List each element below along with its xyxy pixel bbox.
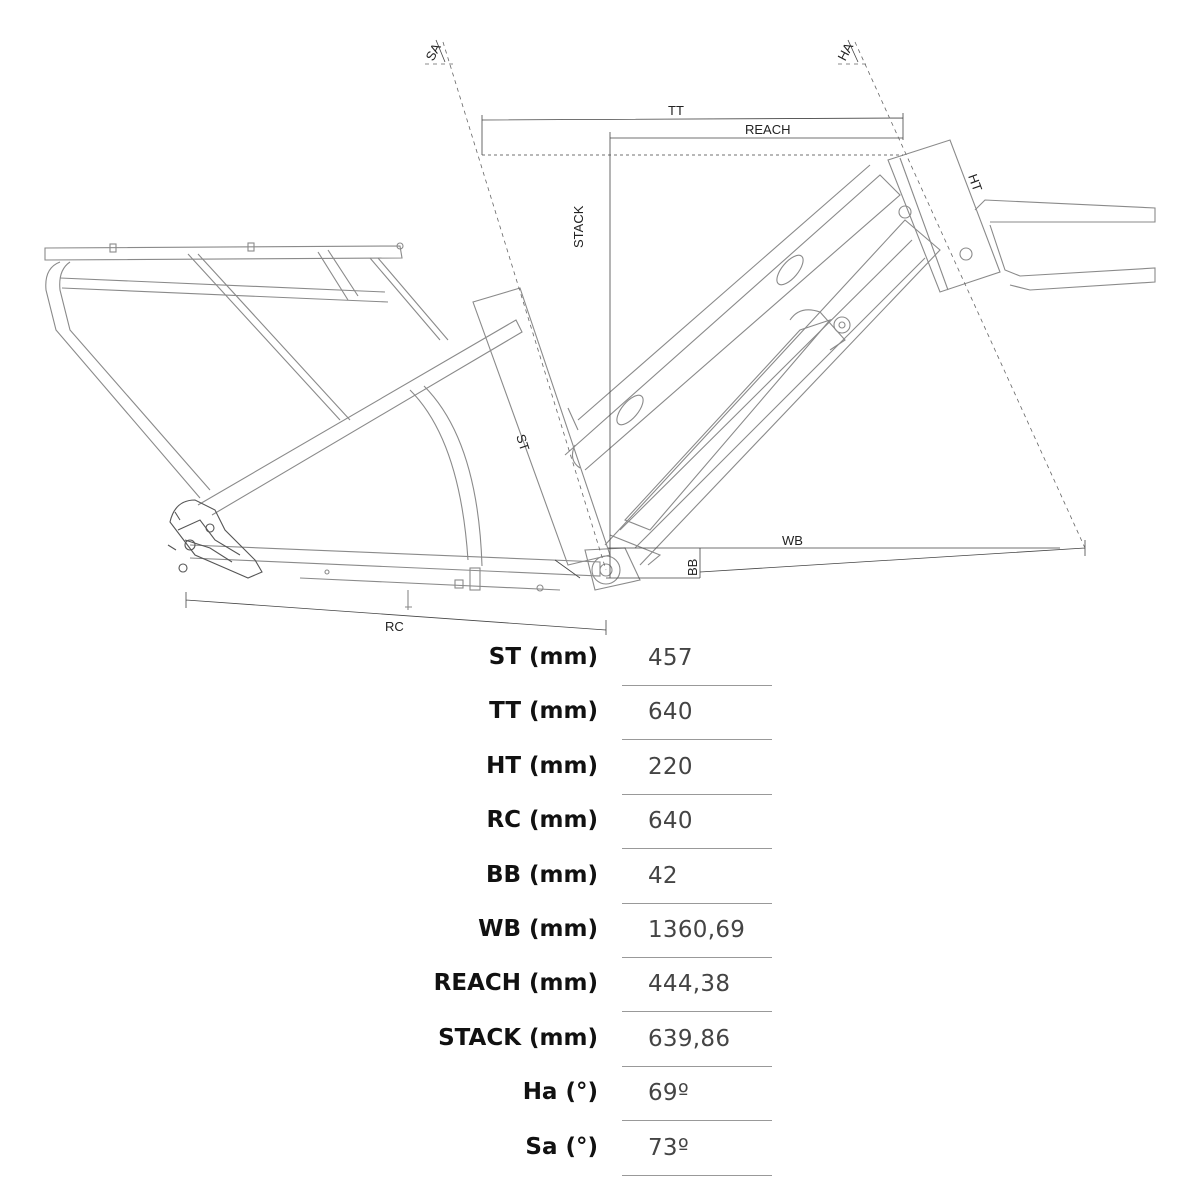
row-label: HT (mm) — [486, 752, 598, 779]
geometry-row-ht — [400, 741, 780, 795]
row-label: ST (mm) — [488, 644, 598, 670]
row-label: STACK (mm) — [438, 1024, 598, 1051]
row-label: REACH (mm) — [433, 970, 598, 997]
sa-label: SA — [422, 40, 444, 64]
st-label: ST — [513, 432, 533, 453]
row-value: 640 — [648, 699, 693, 726]
rc-label: RC — [385, 619, 404, 634]
row-label: BB (mm) — [485, 861, 598, 888]
row-label: Sa (°) — [525, 1133, 598, 1160]
dimension-labels — [385, 40, 985, 634]
stack-label: STACK — [571, 205, 586, 248]
row-label: Ha (°) — [522, 1079, 598, 1106]
rear-rack — [45, 243, 448, 498]
geometry-row-st — [400, 632, 780, 686]
row-value: 639,86 — [648, 1025, 731, 1052]
row-value: 220 — [648, 753, 693, 780]
geometry-row-bb — [400, 850, 780, 904]
row-divider — [622, 1175, 772, 1176]
head-tube — [888, 140, 1155, 292]
ha-label: HA — [834, 40, 857, 64]
bottom-bracket — [585, 548, 640, 590]
row-value: 457 — [648, 645, 693, 671]
geometry-row-rc — [400, 795, 780, 849]
row-label: WB (mm) — [478, 915, 598, 942]
row-value: 42 — [648, 862, 678, 889]
geometry-row-ha — [400, 1067, 780, 1121]
bb-label: BB — [685, 558, 700, 576]
row-label: RC (mm) — [486, 807, 598, 834]
rear-dropout — [168, 500, 262, 578]
geometry-row-wb — [400, 904, 780, 958]
row-value: 69º — [648, 1080, 690, 1107]
dimension-lines — [186, 113, 1085, 635]
rear-triangle — [190, 320, 600, 610]
reach-label: REACH — [745, 122, 791, 137]
ht-label: HT — [965, 171, 986, 194]
geometry-table — [400, 632, 780, 1176]
geometry-row-reach — [400, 958, 780, 1012]
top-tube — [565, 165, 900, 470]
row-value: 640 — [648, 808, 693, 835]
row-value: 73º — [648, 1134, 690, 1161]
row-label: TT (mm) — [489, 698, 598, 725]
geometry-row-sa — [400, 1122, 780, 1176]
tt-label: TT — [668, 103, 684, 118]
geometry-row-stack — [400, 1013, 780, 1067]
geometry-row-tt — [400, 686, 780, 740]
wb-label: WB — [782, 533, 803, 548]
row-value: 444,38 — [648, 971, 731, 998]
row-value: 1360,69 — [648, 916, 746, 943]
down-tube — [605, 220, 940, 565]
seat-tube — [473, 288, 610, 565]
